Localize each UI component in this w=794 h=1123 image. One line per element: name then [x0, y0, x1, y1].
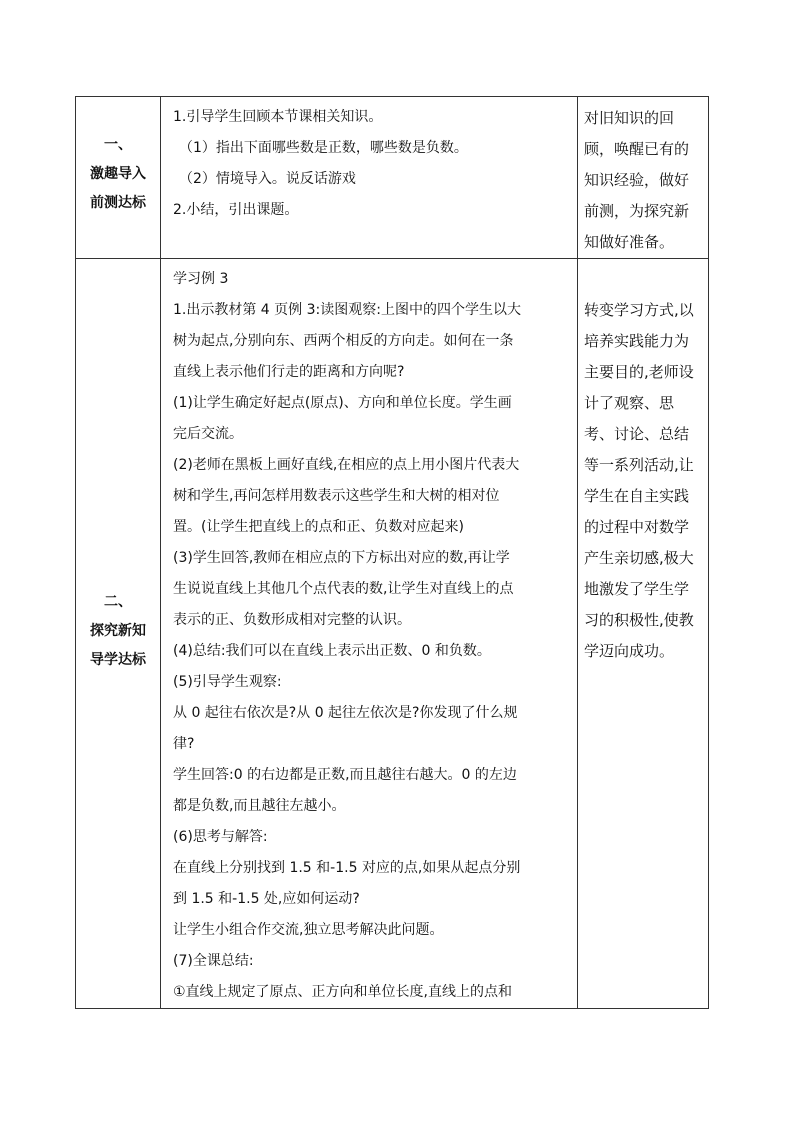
process-line: 2.小结，引出课题。 [173, 202, 299, 218]
process-line: 到 1.5 和-1.5 处,应如何运动? [173, 891, 360, 907]
note-line: 学迈向成功。 [584, 642, 675, 660]
process-line: （2）情境导入。说反话游戏 [179, 171, 356, 187]
process-line: （1）指出下面哪些数是正数，哪些数是负数。 [179, 140, 468, 156]
process-line: (1)让学生确定好起点(原点)、方向和单位长度。学生画 [173, 395, 512, 411]
note-line: 计了观察、思 [584, 394, 675, 412]
table-row [76, 97, 709, 259]
note-line: 转变学习方式,以 [584, 301, 694, 319]
stage-title-line: 前测达标 [90, 195, 146, 211]
note-line: 学生在自主实践 [584, 487, 690, 505]
process-line: 直线上表示他们行走的距离和方向呢? [173, 364, 405, 380]
note-line: 培养实践能力为 [584, 332, 690, 350]
note-line: 对旧知识的回 [584, 109, 675, 127]
process-line: 学习例 3 [173, 271, 229, 287]
process-line: (2)老师在黑板上画好直线,在相应的点上用小图片代表大 [173, 457, 520, 473]
process-line: ①直线上规定了原点、正方向和单位长度,直线上的点和 [173, 984, 512, 1000]
process-line: (3)学生回答,教师在相应点的下方标出对应的数,再让学 [173, 550, 510, 566]
process-line: (5)引导学生观察: [173, 674, 282, 690]
note-line: 的过程中对数学 [584, 518, 690, 536]
process-line: 置。(让学生把直线上的点和正、负数对应起来) [173, 519, 464, 535]
process-line: (6)思考与解答: [173, 829, 268, 845]
process-line: 学生回答:0 的右边都是正数,而且越往右越大。0 的左边 [173, 767, 517, 783]
note-line: 主要目的,老师设 [584, 363, 694, 381]
stage-title-line: 激趣导入 [90, 166, 146, 182]
note-line: 地激发了学生学 [584, 580, 690, 598]
process-cell [161, 97, 578, 259]
process-line: 从 0 起往右依次是?从 0 起往左依次是?你发现了什么规 [173, 705, 518, 721]
stage-cell [76, 259, 161, 1009]
process-line: 律? [173, 736, 195, 752]
stage-number: 一、 [104, 137, 132, 153]
stage-cell [76, 97, 161, 259]
process-line: 表示的正、负数形成相对完整的认识。 [173, 612, 411, 628]
note-line: 习的积极性,使教 [584, 611, 694, 629]
process-line: 树为起点,分别向东、西两个相反的方向走。如何在一条 [173, 333, 514, 349]
process-line: 1.出示教材第 4 页例 3:读图观察:上图中的四个学生以大 [173, 302, 521, 318]
stage-title-line: 探究新知 [90, 623, 146, 639]
process-line: 1.引导学生回顾本节课相关知识。 [173, 109, 383, 125]
process-cell [161, 259, 578, 1009]
note-line: 顾，唤醒已有的 [584, 140, 690, 158]
note-line: 前测，为探究新 [584, 202, 690, 220]
note-line: 知识经验，做好 [584, 171, 690, 189]
design-note-cell [578, 97, 709, 259]
process-line: 在直线上分别找到 1.5 和-1.5 对应的点,如果从起点分别 [173, 860, 521, 876]
process-line: 都是负数,而且越往左越小。 [173, 798, 346, 814]
stage-number: 二、 [104, 594, 132, 610]
note-line: 知做好准备。 [584, 233, 675, 251]
note-line: 等一系列活动,让 [584, 456, 694, 474]
process-line: (7)全课总结: [173, 953, 254, 969]
stage-title-line: 导学达标 [90, 652, 146, 668]
process-line: (4)总结:我们可以在直线上表示出正数、0 和负数。 [173, 643, 491, 659]
design-note-cell [578, 259, 709, 1009]
process-line: 完后交流。 [173, 426, 243, 442]
note-line: 产生亲切感,极大 [584, 549, 694, 567]
process-line: 生说说直线上其他几个点代表的数,让学生对直线上的点 [173, 581, 514, 597]
note-line: 考、讨论、总结 [584, 425, 690, 443]
process-line: 让学生小组合作交流,独立思考解决此问题。 [173, 922, 444, 938]
process-line: 树和学生,再问怎样用数表示这些学生和大树的相对位 [173, 488, 500, 504]
table-row [76, 259, 709, 1009]
lesson-plan-table [75, 96, 709, 1009]
